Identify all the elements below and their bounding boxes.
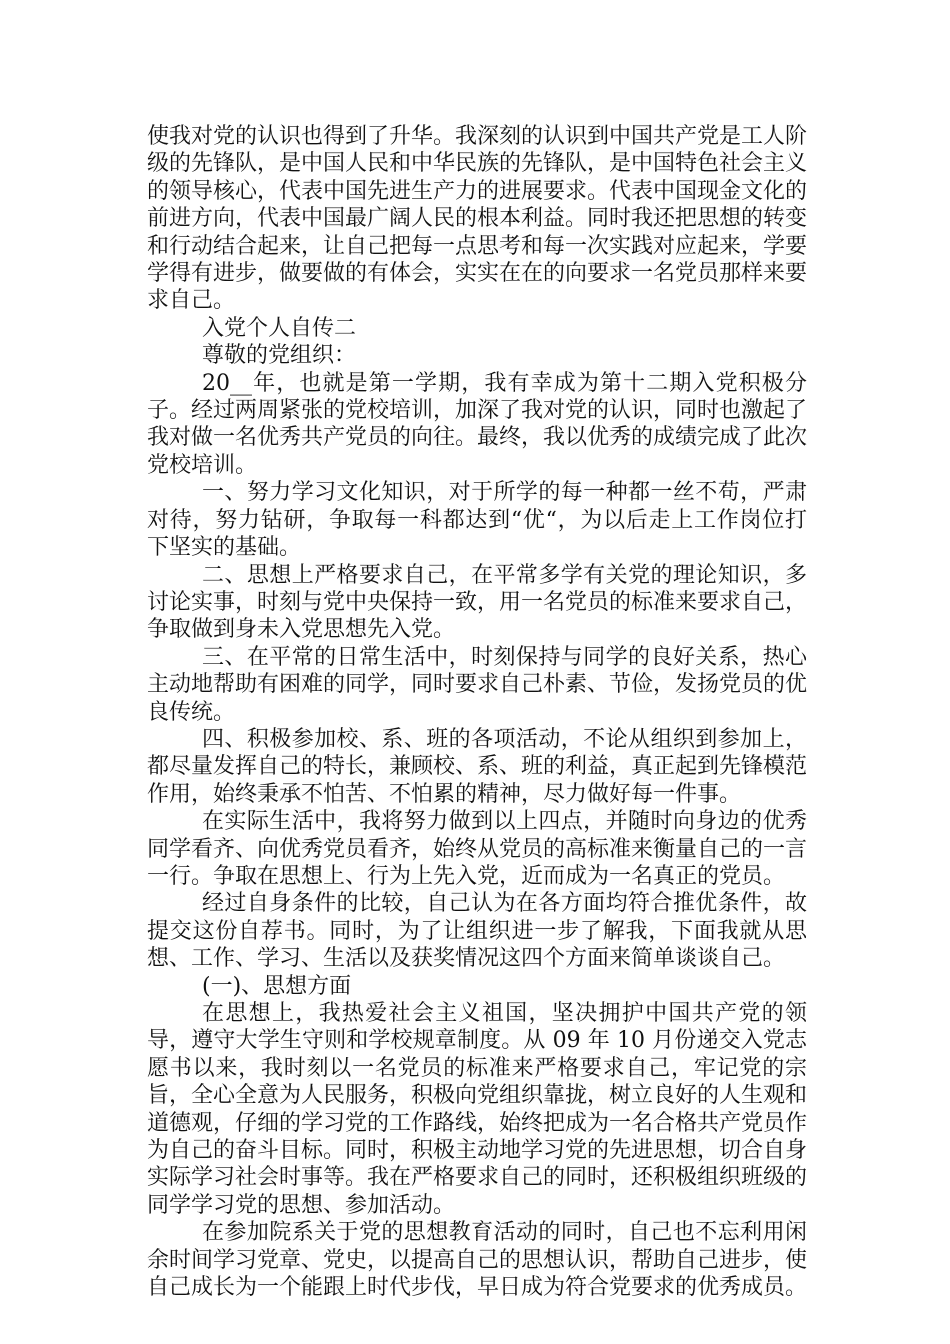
document-body (147, 123, 807, 1301)
subsection-heading: (一)、思想方面 (202, 973, 352, 999)
paragraph: 20__年，也就是第一学期，我有幸成为第十二期入党积极分子。经过两周紧张的党校培训，加深了我对党的认识，同时也激起了我对做一名优秀共产党员的向往。最终，我以优秀的成绩完成了此次党校培训。 (147, 370, 808, 478)
paragraph-point-2: 二、思想上严格要求自己，在平常多学有关党的理论知识，多讨论实事，时刻与党中央保持一致，用一名党员的标准来要求自己，争取做到身未入党思想先入党。 (147, 562, 808, 643)
paragraph-intro: 使我对党的认识也得到了升华。我深刻的认识到中国共产党是工人阶级的先锋队，是中国人民和中华民族的先锋队，是中国特色社会主义的领导核心，代表中国先进生产力的进展要求。代表中国现金文化的前进方向，代表中国最广阔人民的根本利益。同时我还把思想的转变和行动结合起来，让自己把每一点思考和每一次实践对应起来，学要学得有进步，做要做的有体会，实实在在的向要求一名党员那样来要求自己。 (147, 124, 808, 314)
paragraph-point-1: 一、努力学习文化知识，对于所学的每一种都一丝不苟，严肃对待，努力钻研，争取每一科都达到“优“，为以后走上工作岗位打下坚实的基础。 (147, 480, 807, 561)
section-title: 入党个人自传二 (202, 315, 357, 341)
paragraph: 在参加院系关于党的思想教育活动的同时，自己也不忘利用闲余时间学习党章、党史，以提高自己的思想认识，帮助自己进步，使自己成长为一个能跟上时代步伐，早日成为符合党要求的优秀成员。 (147, 1220, 808, 1301)
paragraph: 经过自身条件的比较，自己认为在各方面均符合推优条件，故提交这份自荐书。同时，为了让组织进一步了解我，下面我就从思想、工作、学习、生活以及获奖情况这四个方面来简单谈谈自己。 (147, 891, 807, 972)
salutation: 尊敬的党组织： (202, 343, 357, 369)
paragraph-point-4: 四、积极参加校、系、班的各项活动，不论从组织到参加上，都尽量发挥自己的特长，兼顾校、系、班的利益，真正起到先锋模范作用，始终秉承不怕苦、不怕累的精神，尽力做好每一件事。 (147, 726, 808, 807)
paragraph-point-3: 三、在平常的日常生活中，时刻保持与同学的良好关系，热心主动地帮助有困难的同学，同时要求自己朴素、节俭，发扬党员的优良传统。 (147, 644, 808, 725)
paragraph: 在思想上，我热爱社会主义祖国，坚决拥护中国共产党的领导，遵守大学生守则和学校规章制度。从 09 年 10 月份递交入党志愿书以来，我时刻以一名党员的标准来严格要求自己，牢记党的宗旨，全心全意为人民服务，积极向党组织靠拢，树立良好的人生观和道德观，仔细的学习党的工作路线，始终把成为一名合格共产党员作为自己的奋斗目标。同时，积极主动地学习党的先进思想，切合自身实际学习社会时事等。我在严格要求自己的同时，还积极组织班级的同学学习党的思想、参加活动。 (147, 1001, 808, 1218)
paragraph: 在实际生活中，我将努力做到以上四点，并随时向身边的优秀同学看齐、向优秀党员看齐，始终从党员的高标准来衡量自己的一言一行。争取在思想上、行为上先入党，近而成为一名真正的党员。 (147, 809, 808, 889)
